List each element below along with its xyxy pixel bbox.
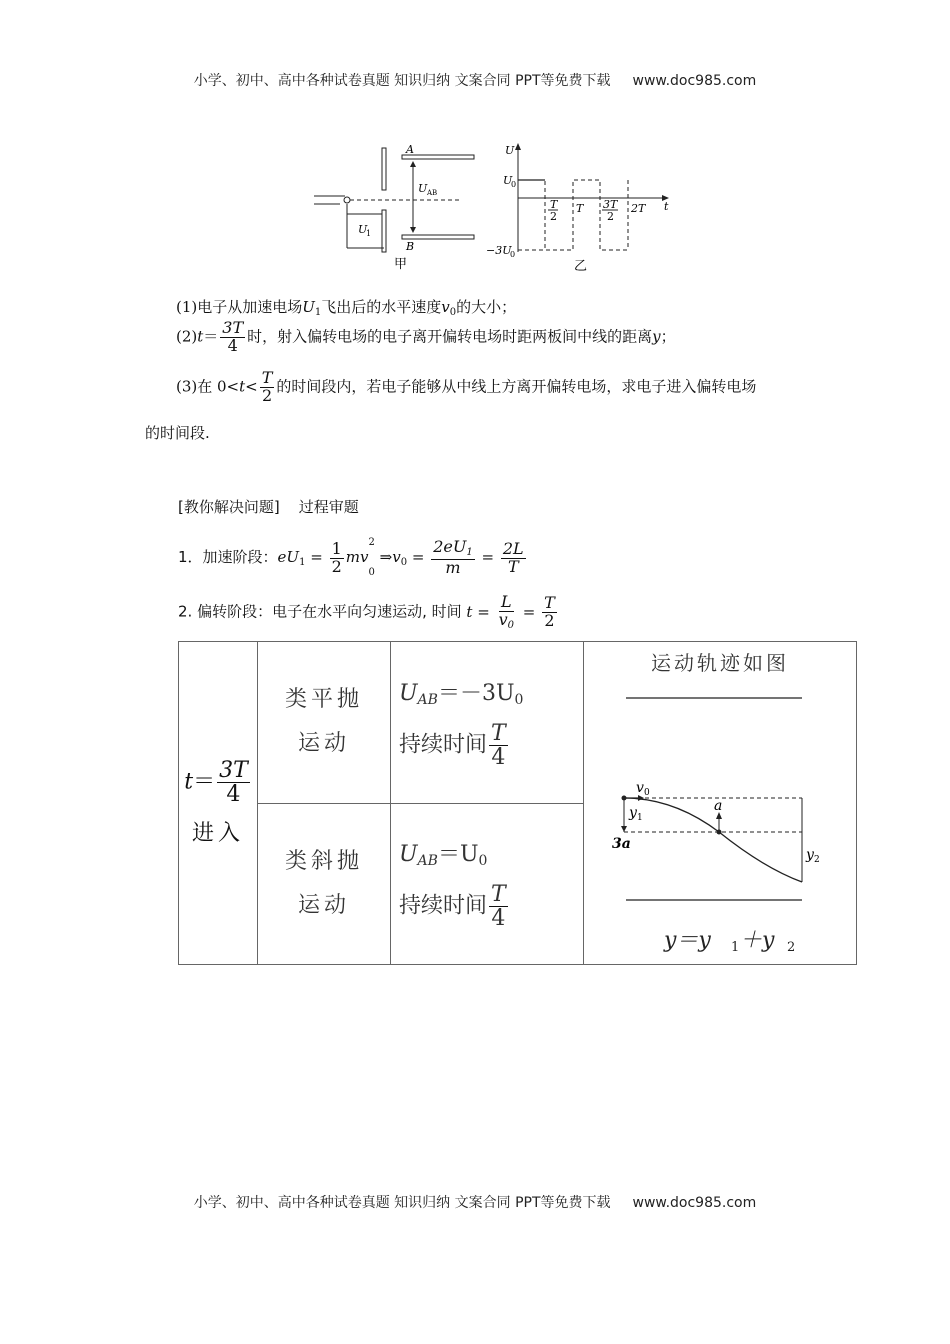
diagram-title: 运动轨迹如图 [651,651,789,675]
step1-lhs: eU [277,548,300,566]
apparatus-diagram [314,143,474,272]
step-2 [178,594,559,631]
step1-frac2-den: T [507,556,519,576]
step2-frac1-den: v [498,609,508,629]
step1-half-num: 1 [331,538,342,558]
row1-U: U [399,680,418,706]
step1-vsub: 0 [368,567,375,578]
tick-3T-half-num: 3T [603,198,618,211]
row1-motion-l1: 类平抛 [284,687,363,713]
tick-T-half-den: 2 [550,210,557,223]
tick-neg3U0: −3U [486,244,512,257]
q1-text-a: (1)电子从加速电场 [176,298,303,316]
row1-eq-sub: 0 [514,691,524,708]
formula-plus: ＋y [740,928,775,953]
row2-U-sub: AB [417,853,438,870]
row2-motion-cell [258,803,391,965]
page-header [0,70,950,90]
step2-label: 2. 偏转阶段：电子在水平向匀速运动, 时间 [178,602,462,621]
row2-eq: ＝U [437,842,479,868]
step1-v0-sub: 0 [400,557,408,568]
q1-v-sub: 0 [449,307,457,318]
entry-frac-den: 4 [226,782,241,807]
analysis-table [178,641,857,965]
voltage-graph [486,143,669,274]
footer-text: 小学、初中、高中各种试卷真题 知识归纳 文案合同 PPT等免费下载 [193,1195,611,1211]
header-url[interactable]: www.doc985.com [632,73,757,89]
entry-eq: ＝ [193,769,216,795]
formula-sub1: 1 [731,940,740,955]
row1-duration-label: 持续时间 [399,732,488,758]
step2-frac2-den: 2 [544,611,555,631]
step2-frac2 [542,595,557,630]
footer-url[interactable]: www.doc985.com [632,1195,757,1211]
tick-T-half-num: T [550,198,558,211]
step1-arrow: ⇒ [379,548,393,566]
entry-frac-num: 3T [219,757,248,783]
step2-frac1 [497,594,516,631]
row2-frac-num: T [491,882,506,908]
label-A: A [406,143,414,156]
label-B: B [406,240,415,253]
step1-sup: 2 [368,537,375,548]
caption-yi: 乙 [574,259,588,274]
caption-jia: 甲 [394,257,408,272]
row1-U-sub: AB [417,691,438,708]
q1-U: U [302,298,315,316]
row2-U: U [399,842,418,868]
diagram-v0: v [636,780,644,796]
q3-fraction [260,370,275,405]
axis-t: t [664,200,669,213]
tick-2T: 2T [631,202,646,215]
row1-eq: ＝－3U [437,680,515,706]
row2-duration-label: 持续时间 [399,893,488,919]
step2-frac1-num: L [500,592,512,611]
step2-t: t [466,602,473,621]
q1-v: v [441,298,450,316]
step1-eq2: = [411,548,425,566]
tick-U0-sub: 0 [511,180,517,189]
section-heading [178,496,359,517]
row1-motion-l2: 运动 [297,731,350,757]
row1-duration-fraction [489,722,508,769]
page-footer [0,1192,950,1212]
q1-U-sub: 1 [314,307,322,318]
trajectory-cell [584,642,857,965]
entry-fraction [217,759,250,806]
tick-neg3U0-sub: 0 [510,250,516,259]
diagram-y1: y [629,805,637,821]
formula-main: y＝y [664,928,711,953]
row2-motion-l2: 运动 [297,892,350,918]
step1-half-den: 2 [331,556,342,576]
q2-frac-den: 4 [227,335,238,355]
step1-eq3: = [481,548,495,566]
row1-motion-cell [258,642,391,804]
row1-frac-den: 4 [491,744,506,770]
step1-label: 1．加速阶段： [178,548,278,566]
diagram-a: a [714,798,723,814]
tick-T: T [576,202,584,215]
step1-frac2 [501,538,526,576]
step1-v0: v [392,548,401,566]
q3-frac-den: 2 [261,385,273,405]
step1-frac1-num-sub: 1 [466,547,473,559]
q3-text-a: (3)在 0< [176,377,240,396]
row1-condition-cell [391,642,584,804]
q1-text-c: 的大小； [456,298,517,316]
question-2 [176,320,676,355]
row2-condition-cell [391,803,584,965]
step1-half [330,538,344,576]
step2-eq: = [477,602,490,621]
q2-text-a: (2) [176,327,198,346]
label-U1: U [358,223,368,236]
step2-eq2: = [522,602,536,621]
step1-frac1 [431,539,475,576]
row2-frac-den: 4 [491,906,506,932]
section-subtitle: 过程审题 [298,498,359,516]
row1-frac-num: T [491,720,506,746]
step1-eq: = [310,548,323,566]
step1-frac1-den: m [445,557,461,577]
q2-fraction [220,320,245,355]
diagram-v0-sub: 0 [644,788,650,798]
diagram-formula [663,928,795,955]
label-UAB: U [418,182,428,195]
step1-frac1-num: 2eU [433,537,467,557]
section-title: [教你解决问题] [178,498,280,516]
step-1 [178,528,528,588]
diagram-3a: 3a [612,836,631,852]
q2-t: t [197,327,204,346]
row2-motion-l1: 类斜抛 [284,848,363,874]
q3-frac-num: T [261,368,273,387]
step2-frac2-num: T [544,593,555,613]
trajectory-diagram [584,642,856,960]
row2-eq-sub: 0 [478,853,488,870]
axis-U: U [505,144,515,157]
q2-frac-num: 3T [222,318,244,337]
q2-text-c: ； [660,327,676,346]
diagram-y2: y [806,847,814,863]
diagram-y2-sub: 2 [814,855,820,865]
step1-frac2-num: 2L [502,538,524,558]
q2-y: y [652,327,661,346]
problem-figure [300,140,680,275]
formula-sub2: 2 [787,940,796,955]
header-text: 小学、初中、高中各种试卷真题 知识归纳 文案合同 PPT等免费下载 [193,73,611,89]
row2-duration-fraction [489,883,508,930]
step1-mv: mv [345,548,369,566]
q3-lt: < [245,377,258,396]
tick-U0: U [503,174,513,187]
q2-eq: ＝ [203,327,219,346]
step1-lhs-sub: 1 [299,557,306,568]
entry-t: t [184,769,194,795]
question-3-continued: 的时间段. [145,424,210,442]
tick-3T-half-den: 2 [607,210,614,223]
entry-text: 进入 [191,821,244,847]
q2-text-b: 时，射入偏转电场的电子离开偏转电场时距两板间中线的距离 [247,327,653,346]
q3-t: t [239,377,246,396]
step2-frac1-den-sub: 0 [507,619,514,631]
entry-time-cell [179,642,258,965]
question-1 [176,296,516,318]
diagram-y1-sub: 1 [637,813,643,823]
q3-text-b: 的时间段内，若电子能够从中线上方离开偏转电场，求电子进入偏转电场 [276,377,757,396]
label-UAB-sub: AB [427,189,438,197]
label-U1-sub: 1 [366,229,372,238]
question-3 [176,370,756,405]
q1-text-b: 飞出后的水平速度 [321,298,442,316]
